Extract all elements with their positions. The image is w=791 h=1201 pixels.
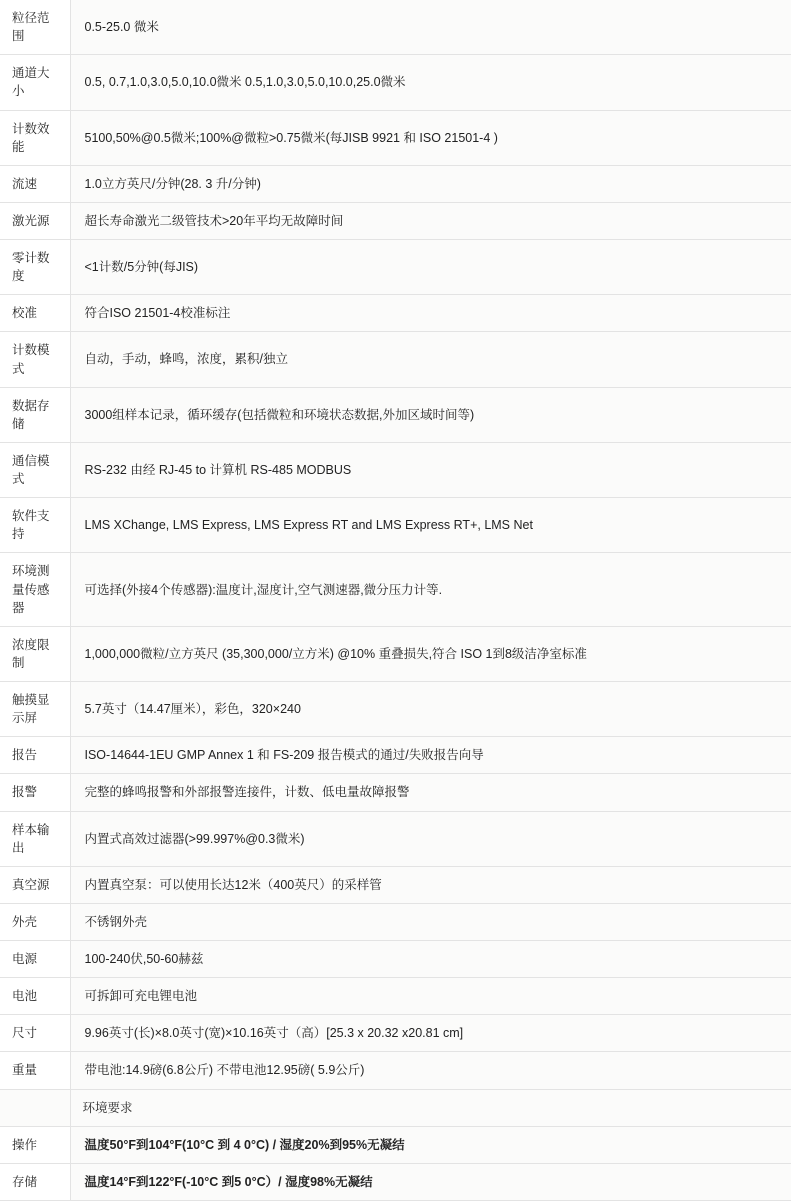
row-value: 9.96英寸(长)×8.0英寸(宽)×10.16英寸（高）[25.3 x 20.32 x20.81 cm] xyxy=(70,1015,791,1052)
table-row xyxy=(0,1052,791,1089)
table-section-row xyxy=(0,1089,791,1126)
row-label xyxy=(0,1089,70,1126)
row-value: 0.5-25.0 微米 xyxy=(70,0,791,55)
row-value: 5100,50%@0.5微米;100%@微粒>0.75微米(每JISB 9921 和 ISO 21501-4 ) xyxy=(70,110,791,165)
table-row xyxy=(0,737,791,774)
row-value: 温度50°F到104°F(10°C 到 4 0°C) / 湿度20%到95%无凝结 xyxy=(70,1126,791,1163)
row-label: 零计数度 xyxy=(0,240,70,295)
row-label: 外壳 xyxy=(0,903,70,940)
row-value: 3000组样本记录，循环缓存(包括微粒和环境状态数据,外加区域时间等) xyxy=(70,387,791,442)
row-label: 计数模式 xyxy=(0,332,70,387)
row-label: 环境测量传感器 xyxy=(0,553,70,626)
row-label: 数据存储 xyxy=(0,387,70,442)
row-value: 内置真空泵：可以使用长达12米（400英尺）的采样管 xyxy=(70,866,791,903)
table-row xyxy=(0,55,791,110)
row-value: 自动，手动，蜂鸣，浓度，累积/独立 xyxy=(70,332,791,387)
row-value: 完整的蜂鸣报警和外部报警连接件，计数、低电量故障报警 xyxy=(70,774,791,811)
row-value: <1计数/5分钟(每JIS) xyxy=(70,240,791,295)
row-label: 触摸显示屏 xyxy=(0,682,70,737)
row-label: 计数效能 xyxy=(0,110,70,165)
table-row xyxy=(0,387,791,442)
table-row xyxy=(0,903,791,940)
table-row xyxy=(0,1163,791,1200)
table-row xyxy=(0,240,791,295)
row-value: 符合ISO 21501-4校准标注 xyxy=(70,295,791,332)
row-value: 5.7英寸（14.47厘米），彩色，320×240 xyxy=(70,682,791,737)
row-label: 粒径范围 xyxy=(0,0,70,55)
row-value: LMS XChange, LMS Express, LMS Express RT and LMS Express RT+, LMS Net xyxy=(70,498,791,553)
row-value: 超长寿命激光二级管技术>20年平均无故障时间 xyxy=(70,202,791,239)
table-row xyxy=(0,978,791,1015)
table-row xyxy=(0,110,791,165)
table-row xyxy=(0,626,791,681)
row-label: 报告 xyxy=(0,737,70,774)
row-label: 重量 xyxy=(0,1052,70,1089)
row-value: 不锈钢外壳 xyxy=(70,903,791,940)
row-label: 通信模式 xyxy=(0,442,70,497)
table-row xyxy=(0,442,791,497)
table-row xyxy=(0,941,791,978)
table-row xyxy=(0,332,791,387)
table-row xyxy=(0,866,791,903)
table-row xyxy=(0,498,791,553)
row-label: 样本输出 xyxy=(0,811,70,866)
table-row xyxy=(0,0,791,55)
row-value: 1,000,000微粒/立方英尺 (35,300,000/立方米) @10% 重叠损失,符合 ISO 1到8级洁净室标准 xyxy=(70,626,791,681)
table-row xyxy=(0,811,791,866)
row-label: 校准 xyxy=(0,295,70,332)
row-label: 报警 xyxy=(0,774,70,811)
row-label: 尺寸 xyxy=(0,1015,70,1052)
row-label: 软件支持 xyxy=(0,498,70,553)
table-row xyxy=(0,165,791,202)
row-label: 通道大小 xyxy=(0,55,70,110)
row-value: 带电池:14.9磅(6.8公斤) 不带电池12.95磅( 5.9公斤) xyxy=(70,1052,791,1089)
row-value: 100-240伏,50-60赫兹 xyxy=(70,941,791,978)
row-value: 可拆卸可充电锂电池 xyxy=(70,978,791,1015)
row-label: 电池 xyxy=(0,978,70,1015)
row-value: 温度14°F到122°F(-10°C 到5 0°C）/ 湿度98%无凝结 xyxy=(70,1163,791,1200)
table-row xyxy=(0,774,791,811)
row-value: 0.5, 0.7,1.0,3.0,5.0,10.0微米 0.5,1.0,3.0,5.0,10.0,25.0微米 xyxy=(70,55,791,110)
row-label: 流速 xyxy=(0,165,70,202)
table-row xyxy=(0,553,791,626)
row-value: 可选择(外接4个传感器):温度计,湿度计,空气测速器,微分压力计等. xyxy=(70,553,791,626)
row-label: 操作 xyxy=(0,1126,70,1163)
table-row xyxy=(0,682,791,737)
table-row xyxy=(0,1015,791,1052)
row-value: 1.0立方英尺/分钟(28. 3 升/分钟) xyxy=(70,165,791,202)
table-row xyxy=(0,202,791,239)
row-label: 激光源 xyxy=(0,202,70,239)
row-value: RS-232 由经 RJ-45 to 计算机 RS-485 MODBUS xyxy=(70,442,791,497)
table-row xyxy=(0,295,791,332)
row-label: 真空源 xyxy=(0,866,70,903)
row-value: ISO-14644-1EU GMP Annex 1 和 FS-209 报告模式的通过/失败报告向导 xyxy=(70,737,791,774)
table-row xyxy=(0,1126,791,1163)
row-label: 浓度限制 xyxy=(0,626,70,681)
row-label: 存储 xyxy=(0,1163,70,1200)
row-label: 电源 xyxy=(0,941,70,978)
row-value: 内置式高效过滤器(>99.997%@0.3微米) xyxy=(70,811,791,866)
section-heading: 环境要求 xyxy=(70,1089,791,1126)
